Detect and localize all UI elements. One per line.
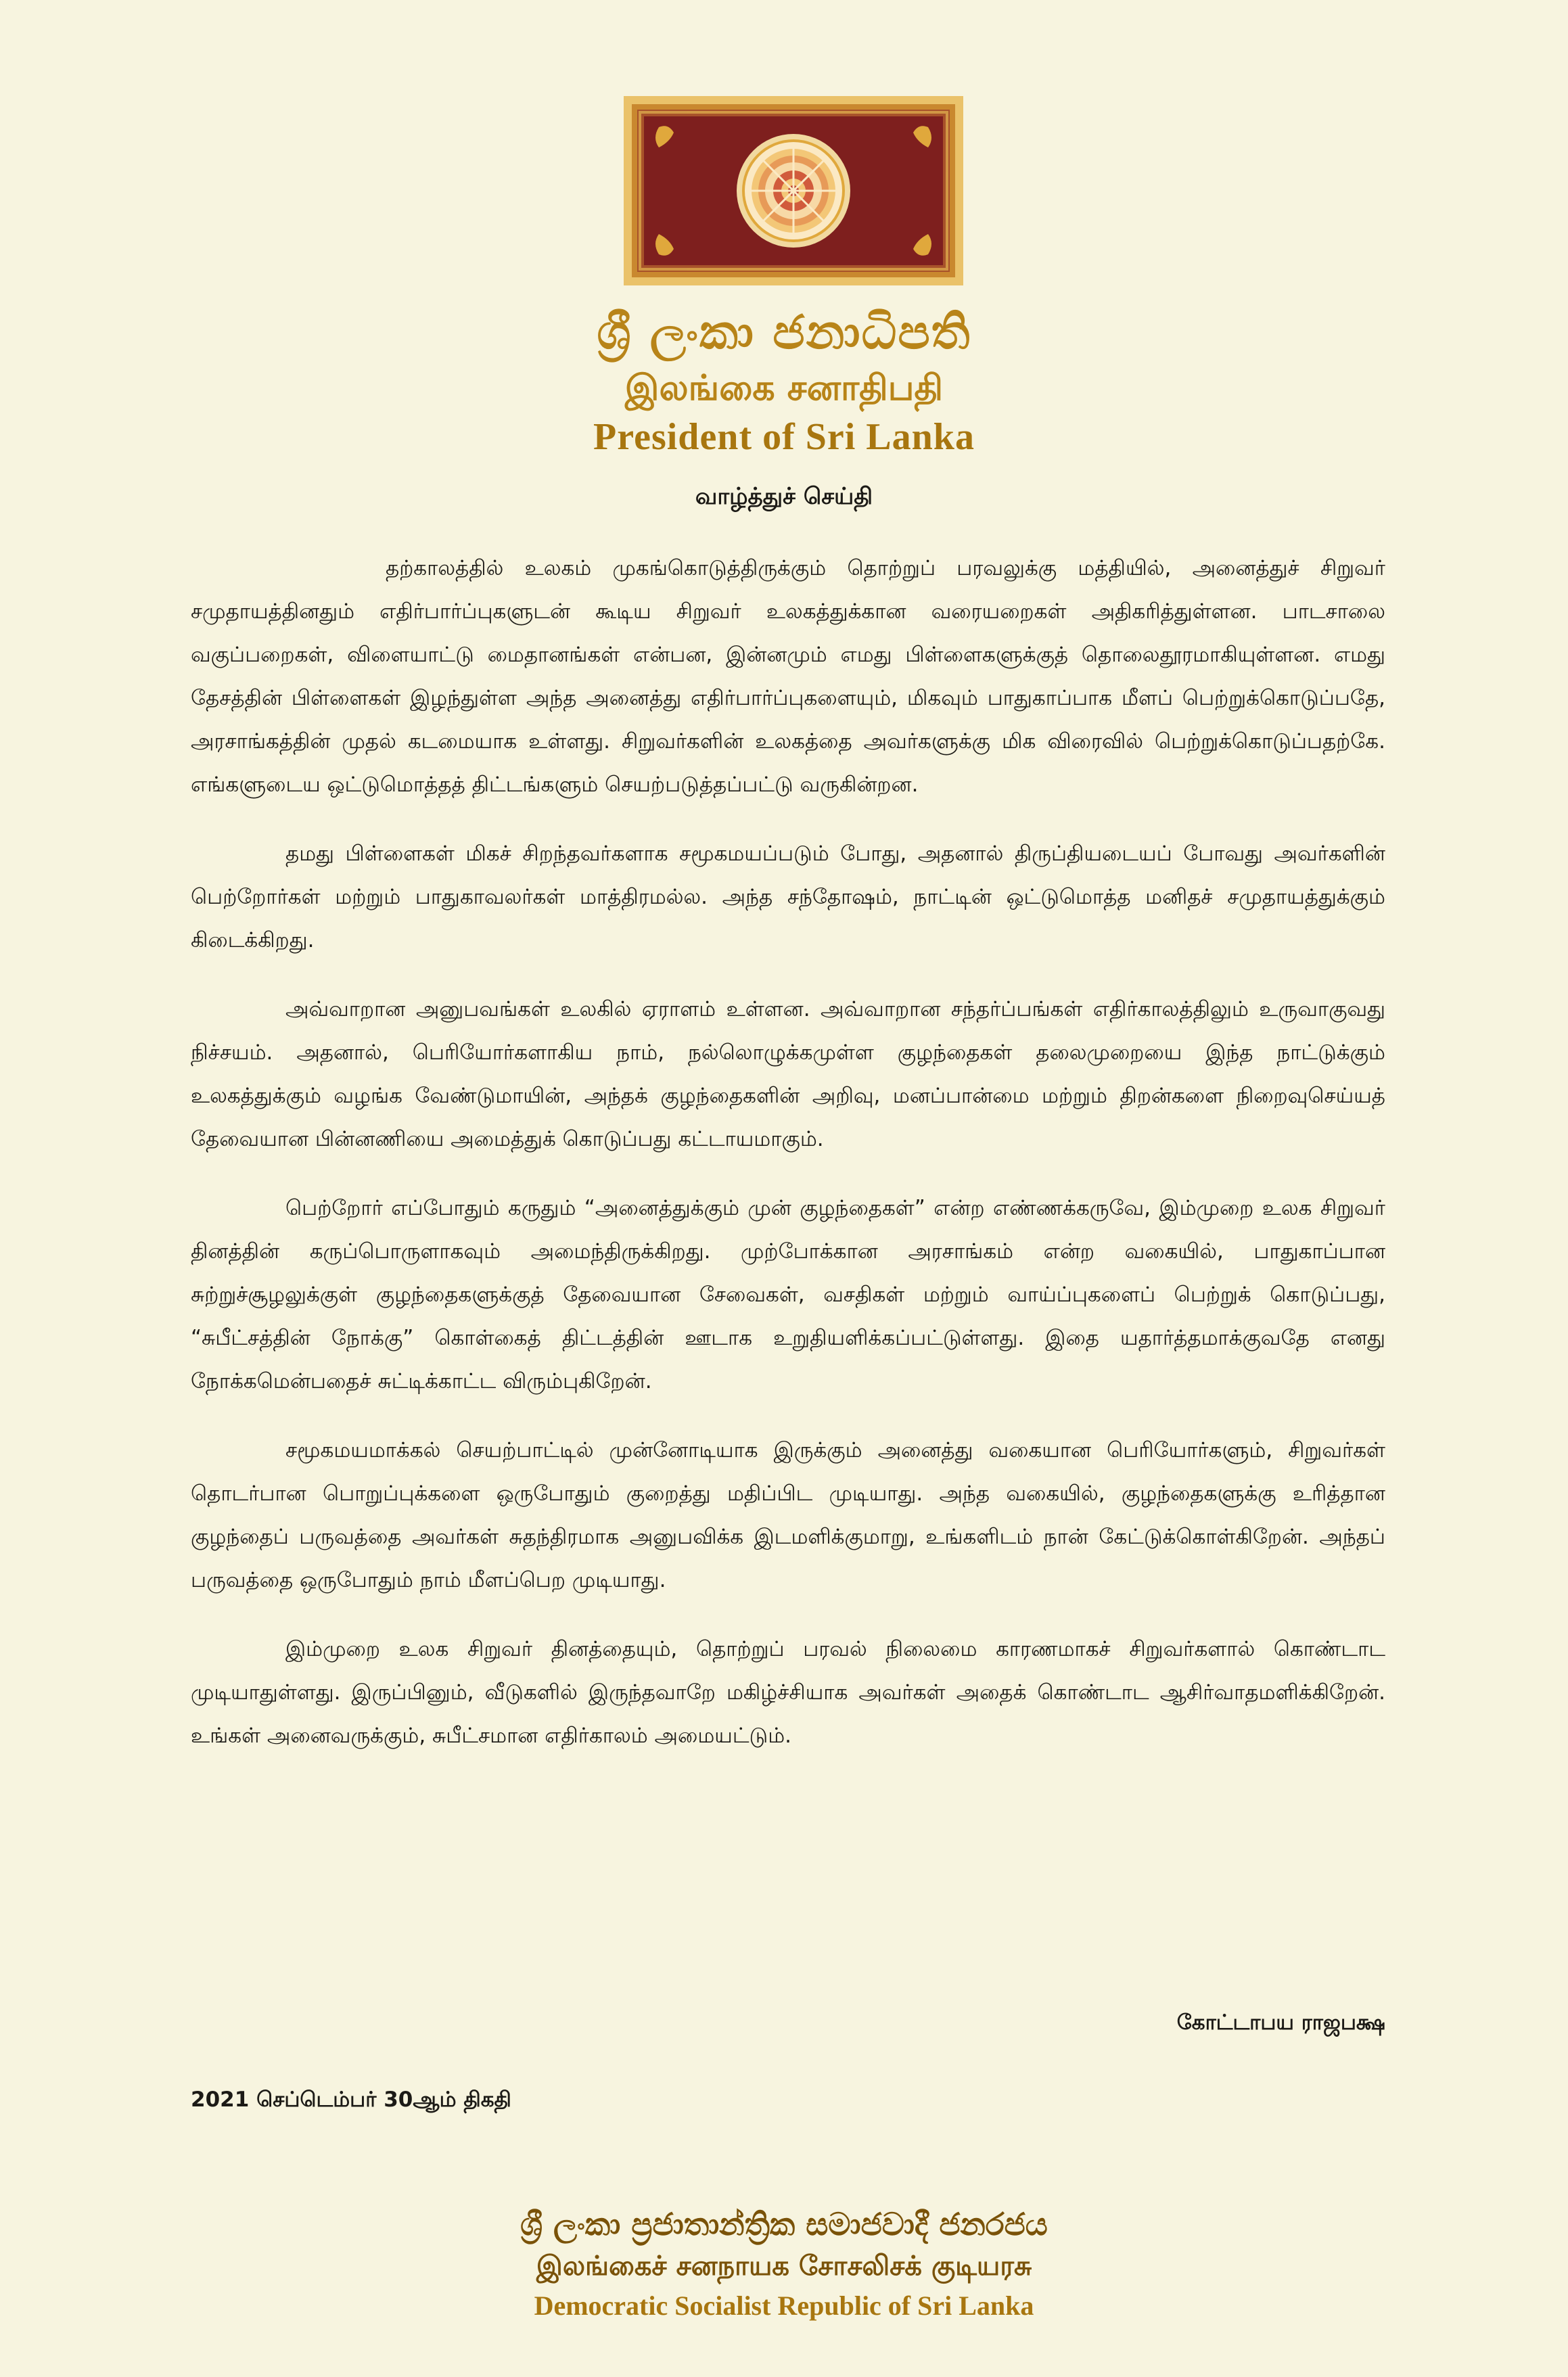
signature: கோட்டாபய ராஜபக்ஷ <box>1176 2010 1385 2035</box>
letterhead-english: President of Sri Lanka <box>593 416 975 458</box>
message-title: வாழ்த்துச் செய்தி <box>695 483 873 510</box>
footer-sinhala: ශ්‍රී ලංකා ප්‍රජාතාන්ත්‍රික සමාජවාදී ජනරජය <box>520 2206 1048 2242</box>
paragraph: சமூகமயமாக்கல் செயற்பாட்டில் முன்னோடியாக இருக்கும் அனைத்து வகையான பெரியோர்களும், சிறுவர்கள் தொடர்பான பொறுப்புக்களை ஒருபோதும் குறைத்து மதிப்பிட முடியாது. அந்த வகையில், குழந்தைகளுக்கு உரித்தான குழந்தைப் பருவத்தை அவர்கள் சுதந்திரமாக அனுபவிக்க இடமளிக்குமாறு, உங்களிடம் நான் கேட்டுக்கொள்கிறேன். அந்தப் பருவத்தை ஒருபோதும் நாம் மீளப்பெற முடியாது. <box>191 1438 1385 1592</box>
message-body <box>191 547 1385 1783</box>
paragraph: அவ்வாறான அனுபவங்கள் உலகில் ஏராளம் உள்ளன. அவ்வாறான சந்தர்ப்பங்கள் எதிர்காலத்திலும் உருவாகுவது நிச்சயம். அதனால், பெரியோர்களாகிய நாம், நல்லொழுக்கமுள்ள குழந்தைகள் தலைமுறையை இந்த நாட்டுக்கும் உலகத்துக்கும் வழங்க வேண்டுமாயின், அந்தக் குழந்தைகளின் அறிவு, மனப்பான்மை மற்றும் திறன்களை நிறைவுசெய்யத் தேவையான பின்னணியை அமைத்துக் கொடுப்பது கட்டாயமாகும். <box>191 997 1385 1151</box>
footer-english: Democratic Socialist Republic of Sri Lanka <box>534 2290 1034 2321</box>
letterhead-sinhala: ශ්‍රී ලංකා ජනාධිපති <box>597 304 971 360</box>
letterhead-tamil: இலங்கை சனாதிபதி <box>624 368 944 409</box>
dharma-wheel-icon <box>737 134 850 248</box>
footer-tamil: இலங்கைச் சனநாயக சோசலிசக் குடியரசு <box>536 2251 1032 2282</box>
presidential-flag-icon <box>624 96 963 285</box>
paragraph: தமது பிள்ளைகள் மிகச் சிறந்தவர்களாக சமூகமயப்படும் போது, அதனால் திருப்தியடையப் போவது அவர்களின் பெற்றோர்கள் மற்றும் பாதுகாவலர்கள் மாத்திரமல்ல. அந்த சந்தோஷம், நாட்டின் ஒட்டுமொத்த மனிதச் சமுதாயத்துக்கும் கிடைக்கிறது. <box>191 841 1385 952</box>
paragraph: பெற்றோர் எப்போதும் கருதும் “அனைத்துக்கும் முன் குழந்தைகள்” என்ற எண்ணக்கருவே, இம்முறை உலக சிறுவர் தினத்தின் கருப்பொருளாகவும் அமைந்திருக்கிறது. முற்போக்கான அரசாங்கம் என்ற வகையில், பாதுகாப்பான சுற்றுச்சூழலுக்குள் குழந்தைகளுக்குத் தேவையான சேவைகள், வசதிகள் மற்றும் வாய்ப்புகளைப் பெற்றுக் கொடுப்பது, “சுபீட்சத்தின் நோக்கு” கொள்கைத் திட்டத்தின் ஊடாக உறுதியளிக்கப்பட்டுள்ளது. இதை யதார்த்தமாக்குவதே எனது நோக்கமென்பதைச் சுட்டிக்காட்ட விரும்புகிறேன். <box>191 1196 1385 1393</box>
letterhead <box>0 301 1568 461</box>
footer <box>0 2202 1568 2326</box>
letter-date: 2021 செப்டெம்பர் 30ஆம் திகதி <box>191 2087 511 2112</box>
paragraph: தற்காலத்தில் உலகம் முகங்கொடுத்திருக்கும் தொற்றுப் பரவலுக்கு மத்தியில், அனைத்துச் சிறுவர் சமுதாயத்தினதும் எதிர்பார்ப்புகளுடன் கூடிய சிறுவர் உலகத்துக்கான வரையறைகள் அதிகரித்துள்ளன. பாடசாலை வகுப்பறைகள், விளையாட்டு மைதானங்கள் என்பன, இன்னமும் எமது பிள்ளைகளுக்குத் தொலைதூரமாகியுள்ளன. எமது தேசத்தின் பிள்ளைகள் இழந்துள்ள அந்த அனைத்து எதிர்பார்ப்புகளையும், மிகவும் பாதுகாப்பாக மீளப் பெற்றுக்கொடுப்பதே, அரசாங்கத்தின் முதல் கடமையாக உள்ளது. சிறுவர்களின் உலகத்தை அவர்களுக்கு மிக விரைவில் பெற்றுக்கொடுப்பதற்கே. எங்களுடைய ஒட்டுமொத்தத் திட்டங்களும் செயற்படுத்தப்பட்டு வருகின்றன. <box>191 556 1385 797</box>
paragraph: இம்முறை உலக சிறுவர் தினத்தையும், தொற்றுப் பரவல் நிலைமை காரணமாகச் சிறுவர்களால் கொண்டாட முடியாதுள்ளது. இருப்பினும், வீடுகளில் இருந்தவாறே மகிழ்ச்சியாக அவர்கள் அதைக் கொண்டாட ஆசிர்வாதமளிக்கிறேன். உங்கள் அனைவருக்கும், சுபீட்சமான எதிர்காலம் அமையட்டும். <box>191 1637 1385 1748</box>
